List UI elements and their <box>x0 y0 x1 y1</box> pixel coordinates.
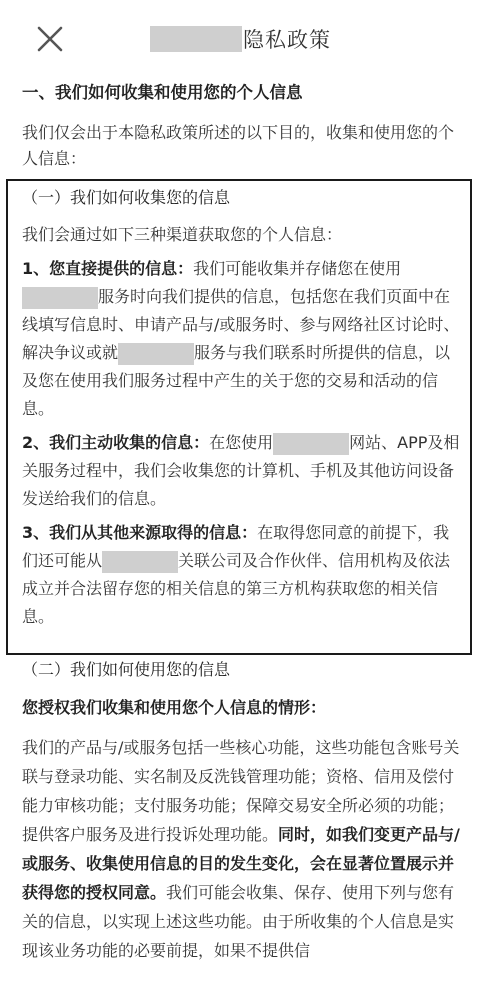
item1-label: 1、您直接提供的信息： <box>22 259 194 278</box>
close-icon <box>37 26 63 52</box>
subheading-how-collect: （一）我们如何收集您的信息 <box>22 188 231 207</box>
collection-lead: 我们会通过如下三种渠道获取您的个人信息： <box>22 225 343 244</box>
use-paragraph: 我们的产品与/或服务包括一些核心功能，这些功能包含账号关联与登录功能、实名制及反洗钱管理功能；资格、信用及偿付能力审核功能；支付服务功能；保障交易安全所必须的功能；提供客户服务及进行投诉处理功能。同时，如我们变更产品与/或服务、收集使用信息的目的发生变化，会在显著位置展示并获得您的授权同意。我们可能会收集、保存、使用下列与您有关的信息，以实现上述这些功能。由于所收集的个人信息是实现该业务功能的必要前提，如果不提供信 <box>22 738 460 960</box>
authorization-heading: 您授权我们收集和使用您个人信息的情形： <box>22 698 327 717</box>
redacted-name <box>22 287 98 309</box>
policy-content <box>22 80 462 188</box>
section-heading-collect-use: 一、我们如何收集和使用您的个人信息 <box>22 83 303 102</box>
item3-label: 3、我们从其他来源取得的信息： <box>22 523 258 542</box>
highlight-box-collection <box>6 179 472 655</box>
redacted-company-name <box>150 26 242 52</box>
redacted-name <box>102 551 178 573</box>
top-bar <box>0 0 482 78</box>
redacted-name <box>118 343 194 365</box>
title-text: 隐私政策 <box>243 28 331 52</box>
section-intro: 我们仅会出于本隐私政策所述的以下目的，收集和使用您的个人信息： <box>22 123 455 168</box>
subheading-how-use: （二）我们如何使用您的信息 <box>22 660 231 679</box>
item-other-sources: 3、我们从其他来源取得的信息：在取得您同意的前提下，我们还可能从 关联公司及合作伙伴、信用机构及依法成立并合法留存您的相关信息的第三方机构获取您的相关信息。 <box>22 523 451 626</box>
item2-label: 2、我们主动收集的信息： <box>22 433 210 452</box>
close-button[interactable] <box>30 22 70 56</box>
page-title <box>150 22 331 56</box>
section-how-use <box>22 657 462 965</box>
redacted-name <box>273 433 349 455</box>
item-active-collected: 2、我们主动收集的信息：在您使用 网站、APP及相关服务过程中，我们会收集您的计算机、手机及其他访问设备发送给我们的信息。 <box>22 433 460 508</box>
item-direct-provided: 1、您直接提供的信息：我们可能收集并存储您在使用 服务时向我们提供的信息，包括您在我们页面中在线填写信息时、申请产品与/或服务时、参与网络社区讨论时、解决争议或就 服务与我们联系时所提供的信息，以及您在使用我们服务过程中产生的关于您的交易和活动的信息。 <box>22 259 460 418</box>
